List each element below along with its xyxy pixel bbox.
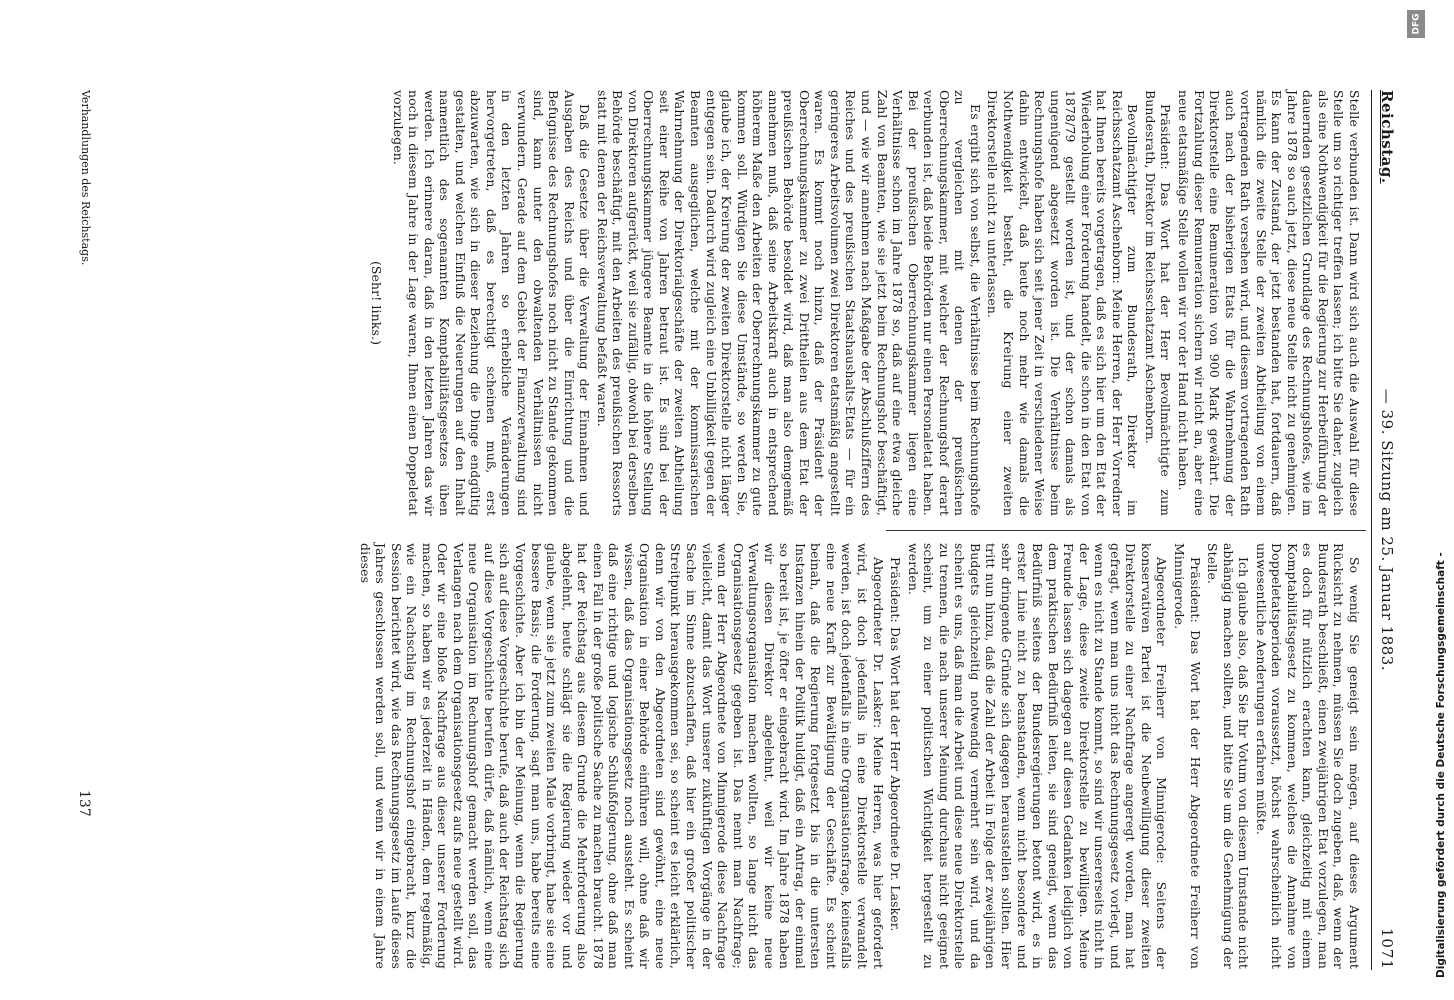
dfg-logo-text: DFG bbox=[1411, 13, 1422, 35]
paragraph-speech: Bevollmächtigter zum Bundesrath, Direktor im Reichsschatzamt Aschenborn: Meine Herren, der Herr Vorredner hat Ihnen bereits vorgetragen, daß es sich hier um den Etat der Wiederholung einer Forderung handelt, die schon in den Etat von 1878/79 gestellt worden ist, und der schon damals als ungenügend abgesetzt worden ist. Die Verhältnisse beim Rechnungshofe haben sich seit jener Zeit in verschiedener Weise dahin entwickelt, daß heute noch mehr wie damals die Nothwendigkeit besteht, die Kreirung einer zweiten Direktorstelle nicht zu unterlassen. bbox=[985, 90, 1141, 516]
interjection: (Sehr! links.) bbox=[369, 260, 385, 346]
dfg-logo-icon bbox=[1407, 10, 1425, 38]
paragraph-president: Präsident: Das Wort hat der Herr Abgeordnete Dr. Lasker. bbox=[888, 557, 904, 932]
column-rule bbox=[886, 530, 1366, 531]
paragraph-president: Präsident: Das Wort hat der Herr Bevollmächtigte zum Bundesrath, Direktor im Reichsschatzamt Aschenborn. bbox=[1142, 90, 1174, 516]
paragraph: So wenig Sie geneigt sein mögen, auf dieses Argument Rücksicht zu nehmen, müssen Sie doch zugeben, daß, wenn der Bundesrath beschließt, einen zweijährigen Etat vorzulegen, man es doch für nützlich erachten kann, gleichzeitig mit einem Komptabilitätsgesetz zu kommen, welches die Annahme von Doppeletatsperioden voraussetzt, höchst wahrscheinlich nicht unwesentliche Aenderungen erfahren müßte. bbox=[1253, 543, 1362, 969]
paragraph-speech: Abgeordneter Dr. Lasker: Meine Herren, was hier gefordert wird, ist doch jedenfalls in eine Direktorstelle verwandelt werden, ist doch jedenfalls in eine Organisationsfrage, keinesfalls eine neue Kraft zur Bewältigung der Geschäfte. Es scheint beinah, daß die Regierung fortgesetzt bis in die untersten Instanzen hinein der Politik huldigt, daß ein Antrag, der einmal so bereit ist, je öfter er eingebracht wird. Im Jahre 1878 haben wir diesen Direktor abgelehnt, weil wir keine neue Verwaltungsorganisation machen wollten, so lange nicht das Organisationsgesetz gegeben ist. Das nennt man Nachfrage; wenn der Herr Abgeordnete von Minnigerode diese Nachfrage vielleicht, damit das Wort unserer zukünftigen Vorgänge in der Sache im Sinne abzuschaffen, daß hier ein großer politischer Streitpunkt herausgekommen sei, so scheint es leicht erklärlich, denn wir von den Abgeordneten sind gewöhnt, eine neue Organisation in einer Behörde einführen will, ohne daß wir wissen, daß das Organisationsgesetz noch aussteht. Es scheint daß eine richtige und logische Schlußfolgerung, ohne daß man einen Fall in der große politische Sache zu machen braucht. 1878 hat der Reichstag aus diesem Grunde die Mehrforderung also abgelehnt, heute schlägt sie die Regierung wieder vor und glaube, wenn sie jetzt zum zweiten Male vorbringt, habe sie eine bessere Basis; die Forderung, sagt man uns, habe bereits eine Vorgeschichte. Aber ich bin der Meinung, wenn die Regierung sich auf diese Vorgeschichte berufe, daß auch der Reichstag sich auf diese Vorgeschichte berufen dürfe, daß nämlich, wenn eine neue Organisation im Rechnungshof gemacht werden soll, das Verlangen nach dem Organisationsgesetz aufs neue gestellt wird. Oder wir eine bloße Nachfrage aus dieser unserer Forderung machen, so haben wir es jederzeit in Händen, dem regelmäßig, wie ein Nachschlag im Rechnungshof eingebracht, kurz die Session berichtet wird, wie das Rechnungsgesetz im Laufe dieses Jahres geschlossen werden soll, und wenn wir in einem Jahre dieses bbox=[357, 543, 886, 969]
watermark-text: Digitalisierung gefördert durch die Deutsche Forschungsgemeinschaft - bbox=[1435, 552, 1447, 978]
paragraph-speech: Abgeordneter Freiherr von Minnigerode: Seitens der konservativen Partei ist die Neubewilligung dieser zweiten Direktorstelle zu einer Nachfrage angeregt worden, man hat gefragt, wenn man uns nicht das Rechnungsgesetz vorlegt, und wenn es nicht zu Stande kommt, so sind wir unsererseits nicht in der Lage, diese zweite Direktorstelle zu bewilligen. Meine Freunde lassen sich dagegen auf diesen Gedanken lediglich von dem praktischen Bedürfniß leiten, sie sind geneigt, wenn das Bedürfniß seitens der Bundesregierungen betont wird, es in erster Linie nicht zu beanstanden, wenn nicht besondere und sehr dringende Gründe sich dagegen herausstellen sollten. Hier tritt nun hinzu, daß die Zahl der Arbeit in Folge der zweijährigen Budgets gleichzeitig notwendig vermehrt sein wird, und da scheint es uns, daß man die Arbeit und diese neue Direktorstelle zu trennen, die nach unserer Meinung durchaus nicht geeignet scheint, um zu einer politischen Wichtigkeit hergestellt zu werden. bbox=[905, 543, 1170, 969]
left-column bbox=[82, 90, 1362, 516]
paragraph: Stelle verbunden ist. Dann wird sich auch die Auswahl für diese Stelle um so richtiger treffen lassen; ich bitte Sie daher, zugleich als eine Nothwendigkeit für die Regierung zur Herbeiführung der dauernden gesetzlichen Grundlage des Rechnungshofes, wie im Jahre 1878 so auch jetzt, diese neue Stelle nicht zu genehmigen. Es kann der Zustand, der jetzt bestanden hat, fortdauern, daß nämlich die zweite Stelle der zweiten Abtheilung von einem vortragenden Rath versehen wird, und diesem vortragenden Rath auch nach der bisherigen Etats für die Wahrnehmung der Direktorstelle eine Remuneration von 900 Mark gewährt. Die Fortzahlung dieser Remuneration sichern wir nicht an, aber eine neue etatsmäßige Stelle wollen wir vor der Hand nicht haben. bbox=[1175, 90, 1362, 516]
paragraph: Daß die Gesetze über die Verwaltung der Einnahmen und Ausgaben des Reichs und über die Einrichtung und die Befugnisse des Rechnungshofes noch nicht zu Stande gekommen sind, kann unter den obwaltenden Verhältnissen nicht verwundern. Gerade auf dem Gebiet der Finanzverwaltung sind in den letzten Jahren so erhebliche Veränderungen hervorgetreten, daß es berechtigt scheinen muß, erst abzuwarten, wie sich in dieser Beziehung die Dinge endgültig gestalten, und welchen Einfluß die Neuerungen auf den Inhalt namentlich des sogenannten Komptabilitätsgesetzes üben werden. Ich erinnere daran, daß in den letzten Jahren das wir noch in diesem Jahre in der Lage waren, Ihnen einen Doppeletat vorzulegen. bbox=[390, 90, 593, 516]
signature-number: 137 bbox=[76, 790, 92, 817]
paragraph: Ich glaube also, daß Sie Ihr Votum von diesem Umstande nicht abhängig machen sollten, und bitte Sie um die Genehmigung der Stelle. bbox=[1205, 543, 1252, 969]
paragraph: Es ergibt sich von selbst, die Verhältnisse beim Rechnungshofe zu vergleichen mit denen der preußischen Oberrechnungskammer, mit welcher der Rechnungshof derart verbunden ist, daß beide Behörden nur einen Personaletat haben. Bei der preußischen Oberrechnungskammer liegen eine Verhältnisse schon im Jahre 1878 so, daß auf eine etwa gleiche Zahl von Beamten, wie sie jetzt beim Rechnungshof beschäftigt, und — wie wir annehmen nach Maßgabe der Abschlußziffern des Reiches und des preußischen Staatshaushalts-Etats — für ein geringeres Arbeitsvolumen zwei Direktoren etatsmäßig angestellt waren. Es kommt noch hinzu, daß der Präsident der Oberrechnungskammer zu zwei Drittheilen aus dem Etat der preußischen Behörde besoldet wird, daß man also demgemäß annehmen muß, daß seine Arbeitskraft auch in entsprechend höherem Maße den Arbeiten der Oberrechnungskammer zu gute kommen soll. Würdigen Sie diese Umstände, so werden Sie, glaube ich, der Kreirung der zweiten Direktorstelle nicht länger entgegen sein. Dadurch wird zugleich eine Unbilligkeit gegen der Beamten ausgeglichen, welche mit der kommissarischen Wahrnehmung der Direktorialgeschäfte der zweiten Abtheilung seit einer Reihe von Jahren betraut ist. Es sind bei der Oberrechnungskammer jüngere Beamte in die höhere Stellung von Direktoren aufgerückt, weil sie zufällig, obwohl bei derselben Behörde beschäftigt, mit den Arbeiten des preußischen Ressorts statt mit denen der Reichsverwaltung befaßt waren. bbox=[594, 90, 983, 516]
header-session: — 39. Sitzung am 25. Januar 1883. bbox=[1378, 388, 1396, 672]
paragraph-president: Präsident: Das Wort hat der Herr Abgeordnete Freiherr von Minnigerode. bbox=[1171, 543, 1203, 969]
right-column bbox=[62, 543, 1362, 969]
header-publication: Reichstag. bbox=[1378, 90, 1396, 184]
dfg-watermark bbox=[1402, 6, 1447, 998]
page-header bbox=[1371, 90, 1402, 970]
footnote: Verhandlungen des Reichstags. bbox=[79, 90, 92, 266]
header-page-number: 1071 bbox=[1378, 927, 1396, 970]
